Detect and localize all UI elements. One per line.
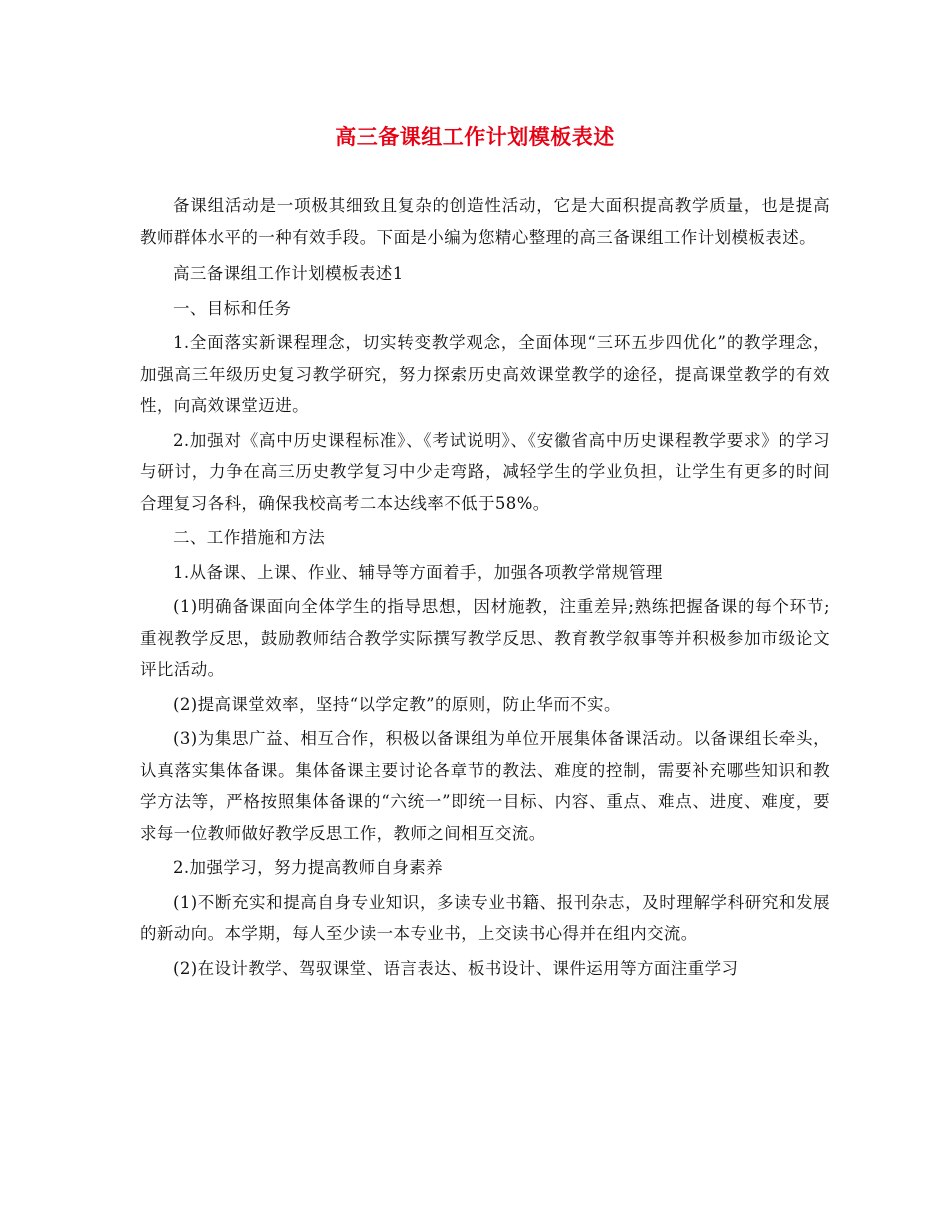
measure-subitem-1-3: (3)为集思广益、相互合作，积极以备课组为单位开展集体备课活动。以备课组长牵头，认真落实集体备课。集体备课主要讨论各章节的教法、难度的控制，需要补充哪些知识和教学方法等，严格按照集体备课的“六统一”即统一目标、内容、重点、难点、进度、难度，要求每一位教师做好教学反思工作，教师之间相互交流。 [140,729,830,843]
measure-subitem-1-1: (1)明确备课面向全体学生的指导思想，因材施教，注重差异;熟练把握备课的每个环节;重视教学反思，鼓励教师结合教学实际撰写教学反思、教育教学叙事等并积极参加市级论文评比活动。 [140,597,830,679]
measure-subitem-2-1: (1)不断充实和提高自身专业知识，多读专业书籍、报刊杂志，及时理解学科研究和发展的新动向。本学期，每人至少读一本专业书，上交读书心得并在组内交流。 [140,892,830,943]
measure-subitem-1-2: (2)提高课堂效率，坚持“以学定教”的原则，防止华而不实。 [173,694,621,714]
goal-item-2: 2.加强对《高中历史课程标准》、《考试说明》、《安徽省高中历史课程教学要求》的学习与研讨，力争在高三历史教学复习中少走弯路，减轻学生的学业负担，让学生有更多的时间合理复习各科，确保我校高考二本达线率不低于58%。 [140,430,830,513]
measure-item-1: 1.从备课、上课、作业、辅导等方面着手，加强各项教学常规管理 [173,562,663,582]
measure-item-2: 2.加强学习，努力提高教师自身素养 [173,858,444,877]
heading-goals-and-tasks: 一、目标和任务 [173,298,292,318]
measure-subitem-2-2: (2)在设计教学、驾驭课堂、语言表达、板书设计、课件运用等方面注重学习 [173,958,739,978]
intro-paragraph: 备课组活动是一项极其细致且复杂的创造性活动，它是大面积提高教学质量，也是提高教师群体水平的一种有效手段。下面是小编为您精心整理的高三备课组工作计划模板表述。 [140,196,830,247]
document-body [140,190,830,987]
section-heading-plan-1: 高三备课组工作计划模板表述1 [173,264,404,283]
heading-measures-and-methods: 二、工作措施和方法 [173,528,326,547]
goal-item-1: 1.全面落实新课程理念，切实转变教学观念，全面体现“三环五步四优化”的教学理念，加强高三年级历史复习教学研究，努力探索历史高效课堂教学的途径，提高课堂教学的有效性，向高效课堂迈进。 [140,333,830,415]
document-title: 高三备课组工作计划模板表述 [335,124,615,149]
